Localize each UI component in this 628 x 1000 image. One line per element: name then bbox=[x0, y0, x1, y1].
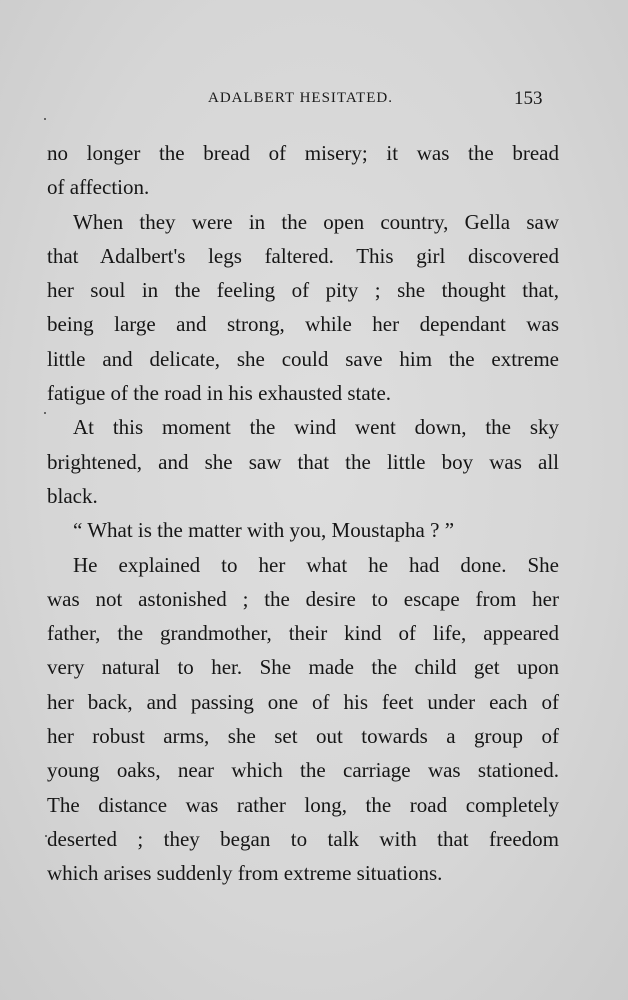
text-line: little and delicate, she could save him the extreme bbox=[47, 346, 559, 371]
text-line: which arises suddenly from extreme situations. bbox=[47, 861, 443, 886]
running-head: ADALBERT HESITATED. bbox=[208, 90, 393, 106]
text-line: that Adalbert's legs faltered. This girl discovered bbox=[47, 243, 559, 268]
text-line: black. bbox=[47, 483, 98, 508]
body-text bbox=[47, 136, 559, 891]
text-line: fatigue of the road in his exhausted state. bbox=[47, 381, 392, 406]
paper-speck bbox=[44, 412, 46, 414]
text-line: deserted ; they began to talk with that freedom bbox=[47, 826, 559, 851]
paper-speck bbox=[44, 118, 46, 120]
text-line: At this moment the wind went down, the sky bbox=[73, 415, 559, 440]
text-line: very natural to her. She made the child get upon bbox=[47, 655, 559, 680]
text-line: “ What is the matter with you, Moustapha ? ” bbox=[73, 518, 455, 543]
text-line: He explained to her what he had done. She bbox=[73, 552, 559, 577]
text-line: young oaks, near which the carriage was stationed. bbox=[47, 758, 559, 783]
text-line: When they were in the open country, Gella saw bbox=[73, 209, 559, 234]
text-line: of affection. bbox=[47, 175, 150, 200]
text-line: brightened, and she saw that the little boy was all bbox=[47, 449, 559, 474]
page-number: 153 bbox=[514, 88, 543, 109]
paper-speck bbox=[45, 835, 47, 837]
text-line: her back, and passing one of his feet under each of bbox=[47, 689, 559, 714]
text-line: The distance was rather long, the road completely bbox=[47, 792, 559, 817]
text-line: her robust arms, she set out towards a group of bbox=[47, 724, 559, 749]
text-line: was not astonished ; the desire to escape from her bbox=[47, 586, 559, 611]
text-line: father, the grandmother, their kind of life, appeared bbox=[47, 621, 559, 646]
text-line: her soul in the feeling of pity ; she thought that, bbox=[47, 278, 559, 303]
text-line: no longer the bread of misery; it was the bread bbox=[47, 141, 559, 165]
text-line: being large and strong, while her dependant was bbox=[47, 312, 559, 337]
